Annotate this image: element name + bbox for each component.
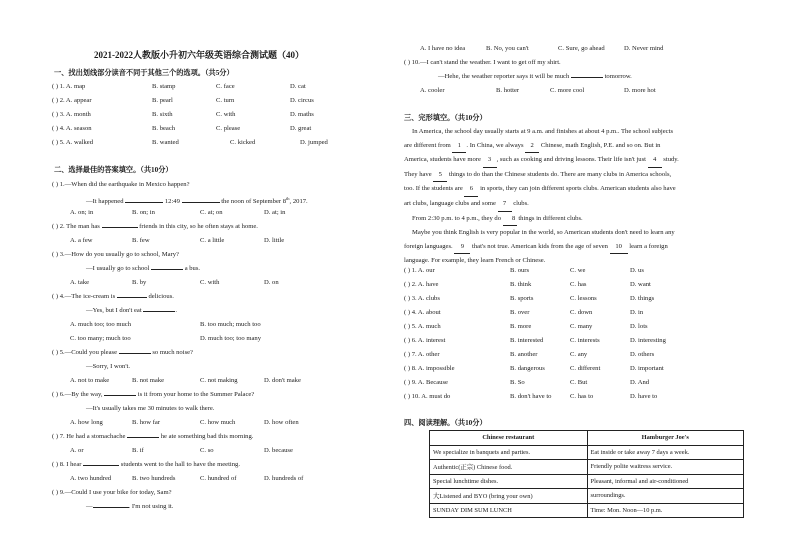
item-stem: ( ) 7. A. other [404, 351, 440, 358]
answer-blank[interactable] [571, 77, 603, 78]
question-stem [52, 222, 387, 232]
answer-blank[interactable] [104, 395, 136, 396]
answer-blank[interactable] [117, 297, 147, 298]
text: things in different clubs. [518, 214, 583, 222]
option-a: A. a few [70, 237, 93, 244]
text: , 2017. [289, 198, 308, 206]
list-item [404, 364, 754, 374]
list-item [52, 96, 387, 106]
question-line [52, 404, 387, 414]
option-b: B. wanted [152, 139, 179, 146]
text: tomorrow. [604, 73, 632, 80]
option-c: C. not making [200, 377, 238, 384]
superscript: th [286, 196, 290, 201]
text: that's not true. American kids from the age of seven [472, 242, 608, 250]
item-stem: ( ) 1. A. map [52, 83, 86, 90]
option-c: C. so [200, 447, 214, 454]
item-stem: ( ) 4. A. about [404, 309, 441, 316]
option-c: C. any [570, 351, 588, 358]
text: things to do than the Chinese students do. There are many clubs in America schools, [448, 170, 672, 178]
passage-line: Maybe you think English is very popular in the world, so American students don't need to learn any [412, 229, 675, 237]
option-b: B. if [132, 447, 144, 454]
option-c: C. has [570, 281, 587, 288]
passage-line [404, 168, 754, 183]
option-b: B. So [510, 379, 525, 386]
text: 12:49 [164, 198, 180, 206]
text: delicious. [148, 293, 174, 300]
options-row [52, 334, 387, 344]
passage-line [404, 153, 754, 168]
option-c: C. hundred of [200, 475, 237, 482]
table-cell: SUNDAY DIM SUM LUNCH [430, 503, 588, 518]
question-stem [52, 460, 387, 470]
passage-line [404, 139, 754, 154]
cloze-blank[interactable]: 3 [483, 153, 497, 168]
option-b: B. two hundreds [132, 475, 176, 482]
option-c: C. too many; much too [70, 335, 131, 342]
table-header: Chinese restaurant [430, 431, 588, 446]
answer-blank[interactable] [125, 202, 163, 203]
question-text [52, 432, 253, 442]
table-row [430, 460, 744, 475]
text: They have [404, 170, 432, 178]
option-a: A. two hundred [70, 475, 112, 482]
cloze-blank[interactable]: 4 [648, 153, 662, 168]
option-c: C. a little [200, 237, 225, 244]
options-row [52, 236, 387, 246]
option-c: C. at; on [200, 209, 223, 216]
question-line [52, 502, 387, 512]
option-c: C. lessons [570, 295, 597, 302]
option-d: D. interesting [630, 337, 666, 344]
option-d: D. circus [290, 97, 314, 104]
option-d: D. And [630, 379, 650, 386]
option-b: B. too much; much too [200, 321, 261, 328]
options-row [52, 474, 387, 484]
option-b: B. beach [152, 125, 176, 132]
question-text: ( ) 9.—Could I use your bike for today, Sam? [52, 489, 172, 496]
options-row [52, 208, 387, 218]
option-b: B. don't have to [510, 393, 552, 400]
option-d: D. others [630, 351, 655, 358]
option-b: B. sports [510, 295, 534, 302]
answer-blank[interactable] [93, 507, 129, 508]
list-item [52, 124, 387, 134]
cloze-blank[interactable]: 6 [464, 182, 478, 197]
option-d: D. hundreds of [264, 475, 304, 482]
question-text: —Yes, but I don't eat . [86, 307, 177, 314]
options-row [52, 376, 387, 386]
item-stem: ( ) 10. A. must do [404, 393, 451, 400]
item-stem: ( ) 8. A. impossible [404, 365, 455, 372]
cloze-blank[interactable]: 1 [452, 139, 466, 154]
passage-line [404, 182, 754, 197]
cloze-blank[interactable]: 8 [503, 212, 517, 227]
text: he ate something bad this morning. [160, 433, 254, 440]
question-text [86, 264, 200, 274]
option-b: B. not make [132, 377, 165, 384]
list-item [404, 350, 754, 360]
option-b: B. over [510, 309, 530, 316]
table-cell: Eat inside or take away 7 days a week. [587, 445, 743, 460]
option-d: D. maths [290, 111, 314, 118]
question-stem [52, 348, 387, 358]
option-a: A. I have no idea [420, 45, 466, 52]
option-b: B. on; in [132, 209, 155, 216]
option-d: D. important [630, 365, 664, 372]
question-stem [52, 432, 387, 442]
item-stem: ( ) 5. A. much [404, 323, 441, 330]
text: is it from your home to the Summer Palace? [137, 391, 255, 398]
option-b: B. No, you can't [486, 45, 529, 52]
section-1-heading: 一、找出划线部分读音不同于其他三个的选项。（共5分） [54, 69, 234, 77]
option-b: B. stamp [152, 83, 176, 90]
option-c: C. please [216, 125, 241, 132]
section-4-heading: 四、阅读理解。（共10分） [404, 419, 487, 427]
question-stem [52, 488, 387, 498]
text: , such as cooking and driving lessons. Their life isn't just [496, 156, 646, 164]
text: are different from [404, 141, 451, 149]
option-d: D. little [264, 237, 285, 244]
option-d: D. have to [630, 393, 658, 400]
option-c: C. has to [570, 393, 594, 400]
text: study. [663, 156, 679, 164]
list-item [404, 336, 754, 346]
text: ( ) 6.—By the way, [52, 391, 103, 398]
table-cell: Pleasant, informal and air-conditioned [587, 474, 743, 489]
question-text [86, 194, 308, 207]
question-text: ( ) 1.—When did the earthquake in Mexico happen? [52, 181, 190, 188]
text: . I'm not using it. [128, 503, 174, 510]
text: foreign languages. [404, 242, 453, 250]
option-c: C. But [570, 379, 588, 386]
options-row [404, 86, 754, 96]
item-stem: ( ) 2. A. appear [52, 97, 92, 104]
passage-line: In America, the school day usually starts at 9 a.m. and finishes at about 4 p.m.. The school subjects [412, 128, 674, 135]
table-header: Hamburger Joe's [587, 431, 743, 446]
table-row [430, 474, 744, 489]
option-b: B. hotter [496, 87, 520, 94]
question-text: —It's usually takes me 30 minutes to walk there. [86, 405, 215, 412]
option-b: B. by [132, 279, 147, 286]
text: clubs. [513, 199, 529, 207]
question-text: ( ) 3.—How do you usually go to school, Mary? [52, 251, 179, 258]
table-cell: Special lunchtime dishes. [430, 474, 588, 489]
options-row [52, 278, 387, 288]
question-text [52, 390, 254, 400]
option-d: D. Never mind [624, 45, 664, 52]
option-b: B. few [132, 237, 150, 244]
question-stem [52, 250, 387, 260]
list-item [404, 322, 754, 332]
options-row [52, 446, 387, 456]
cloze-blank[interactable]: 10 [610, 240, 628, 255]
text: too. If the students are [404, 185, 463, 193]
answer-blank[interactable] [151, 269, 183, 270]
option-b: B. sixth [152, 111, 173, 118]
option-b: B. how far [132, 419, 161, 426]
item-stem: ( ) 3. A. clubs [404, 295, 440, 302]
option-d: D. want [630, 281, 651, 288]
table-cell: 大Listened and BYO (bring your own) [430, 489, 588, 504]
option-d: D. jumped [300, 139, 328, 146]
option-d: D. in [630, 309, 644, 316]
list-item [404, 308, 754, 318]
question-line [404, 72, 754, 82]
text: ( ) 4.—The ice-cream is [52, 293, 116, 300]
question-line [52, 306, 387, 316]
question-text: —Sorry, I won't. [86, 363, 130, 370]
option-b: B. dangerous [510, 365, 545, 372]
table-cell: We specialize in banquets and parties. [430, 445, 588, 460]
passage-line: language. For example, they learn French or Chinese. [404, 257, 546, 265]
option-d: D. lots [630, 323, 648, 330]
item-stem: ( ) 1. A. our [404, 267, 435, 274]
option-d: D. at; in [264, 209, 286, 216]
question-line [52, 264, 387, 274]
list-item [404, 294, 754, 304]
list-item [52, 138, 387, 148]
list-item [52, 82, 387, 92]
question-text: — . I'm not using it. [86, 503, 174, 510]
list-item [404, 378, 754, 388]
option-b: B. ours [510, 267, 530, 274]
question-text [52, 460, 240, 470]
question-stem [52, 390, 387, 400]
item-stem: ( ) 2. A. have [404, 281, 439, 288]
option-c: C. kicked [230, 139, 256, 146]
option-a: A. take [70, 279, 90, 286]
text: —It happened [86, 198, 124, 206]
list-item [404, 392, 754, 402]
text: friends in this city, so he often stays at home. [139, 223, 258, 230]
passage-line [404, 197, 754, 212]
option-b: B. more [510, 323, 532, 330]
option-a: A. much too; too much [70, 321, 131, 328]
text: students went to the hall to have the meeting. [120, 461, 241, 468]
text: in sports, they can join different sports clubs. American students also have [480, 185, 676, 193]
table-cell: surroundings. [587, 489, 743, 504]
option-a: A. not to make [70, 377, 110, 384]
option-c: C. Sure, go ahead [558, 45, 605, 52]
text: art clubs, language clubs and some [404, 199, 496, 207]
table-cell: Time: Mon. Noon—10 p.m. [587, 503, 743, 518]
question-text: ( ) 10.—I can't stand the weather. I want to get off my shirt. [404, 59, 561, 66]
option-c: C. how much [200, 419, 236, 426]
text: . In China, we always [466, 141, 524, 149]
option-c: C. down [570, 309, 593, 316]
page-title: 2021-2022人教版小升初六年级英语综合测试题（40） [94, 50, 304, 60]
option-d: D. things [630, 295, 655, 302]
option-d: D. cat [290, 83, 306, 90]
answer-blank[interactable] [83, 465, 119, 466]
reading-table [429, 430, 744, 518]
answer-blank[interactable] [102, 227, 138, 228]
question-line [52, 194, 387, 204]
option-c: C. interests [570, 337, 600, 344]
answer-blank[interactable] [182, 202, 220, 203]
option-b: B. interested [510, 337, 544, 344]
list-item [52, 110, 387, 120]
passage-line [404, 212, 754, 227]
table-cell: Authentic(正宗) Chinese food. [430, 460, 588, 475]
question-stem [52, 180, 387, 190]
option-d: D. because [264, 447, 293, 454]
table-row [430, 489, 744, 504]
passage-line [404, 240, 754, 255]
question-text [52, 292, 174, 302]
question-text [52, 222, 258, 232]
item-stem: ( ) 4. A. season [52, 125, 92, 132]
text: so much noise? [152, 349, 193, 356]
section-3-heading: 三、完形填空。（共10分） [404, 114, 487, 122]
option-d: D. great [290, 125, 312, 132]
cloze-blank[interactable]: 7 [498, 197, 512, 212]
question-stem [404, 58, 754, 68]
option-d: D. don't make [264, 377, 301, 384]
option-d: D. much too; too many [200, 335, 261, 342]
option-d: D. more hot [624, 87, 656, 94]
option-a: A. how long [70, 419, 103, 426]
option-c: C. turn [216, 97, 235, 104]
item-stem: ( ) 3. A. month [52, 111, 91, 118]
question-text [438, 72, 632, 82]
answer-blank[interactable] [119, 353, 151, 354]
answer-blank[interactable] [127, 437, 159, 438]
question-text [52, 348, 193, 358]
option-a: A. on; in [70, 209, 94, 216]
question-stem [52, 292, 387, 302]
options-row [52, 418, 387, 428]
text: ( ) 8. I hear [52, 461, 82, 468]
text: ( ) 2. The man has [52, 223, 100, 230]
item-stem: ( ) 6. A. interest [404, 337, 446, 344]
cloze-blank[interactable]: 2 [525, 139, 539, 154]
text: learn a foreign [629, 242, 668, 250]
text: America, students have more [404, 156, 481, 164]
options-row [404, 44, 754, 54]
item-stem: ( ) 5. A. walked [52, 139, 94, 146]
answer-blank[interactable] [143, 311, 175, 312]
table-row [430, 445, 744, 460]
options-row [52, 320, 387, 330]
option-a: A. cooler [420, 87, 445, 94]
text: —Hehe, the weather reporter says it will be much [438, 73, 570, 80]
text: ( ) 7. He had a stomachache [52, 433, 126, 440]
text: Chinese, math English, P.E. and so on. But in [540, 141, 661, 149]
cloze-blank[interactable]: 9 [454, 240, 470, 255]
option-c: C. many [570, 323, 593, 330]
section-2-heading: 二、选择最佳的答案填空。（共10分） [54, 166, 173, 174]
option-c: C. different [570, 365, 601, 372]
option-d: D. us [630, 267, 644, 274]
table-cell: Friendly polite waitress service. [587, 460, 743, 475]
text: —Yes, but I don't eat [86, 307, 142, 314]
option-c: C. we [570, 267, 586, 274]
item-stem: ( ) 9. A. Because [404, 379, 448, 386]
table-header-row [430, 431, 744, 446]
question-line [52, 362, 387, 372]
option-c: C. with [216, 111, 236, 118]
option-d: D. how often [264, 419, 299, 426]
option-b: B. pearl [152, 97, 173, 104]
option-b: B. another [510, 351, 538, 358]
option-a: A. or [70, 447, 84, 454]
option-c: C. with [200, 279, 220, 286]
cloze-passage [404, 125, 754, 268]
cloze-blank[interactable]: 5 [433, 168, 447, 183]
text: —I usually go to school [86, 265, 150, 272]
option-c: C. face [216, 83, 235, 90]
text: the noon of September 8 [221, 198, 287, 206]
option-b: B. think [510, 281, 532, 288]
list-item [404, 280, 754, 290]
text: ( ) 5.—Could you please [52, 349, 118, 356]
text: From 2:30 p.m. to 4 p.m., they do [412, 214, 502, 222]
text: a bus. [184, 265, 201, 272]
option-d: D. on [264, 279, 279, 286]
option-c: C. more cool [550, 87, 585, 94]
table-row [430, 503, 744, 518]
list-item [404, 266, 754, 276]
